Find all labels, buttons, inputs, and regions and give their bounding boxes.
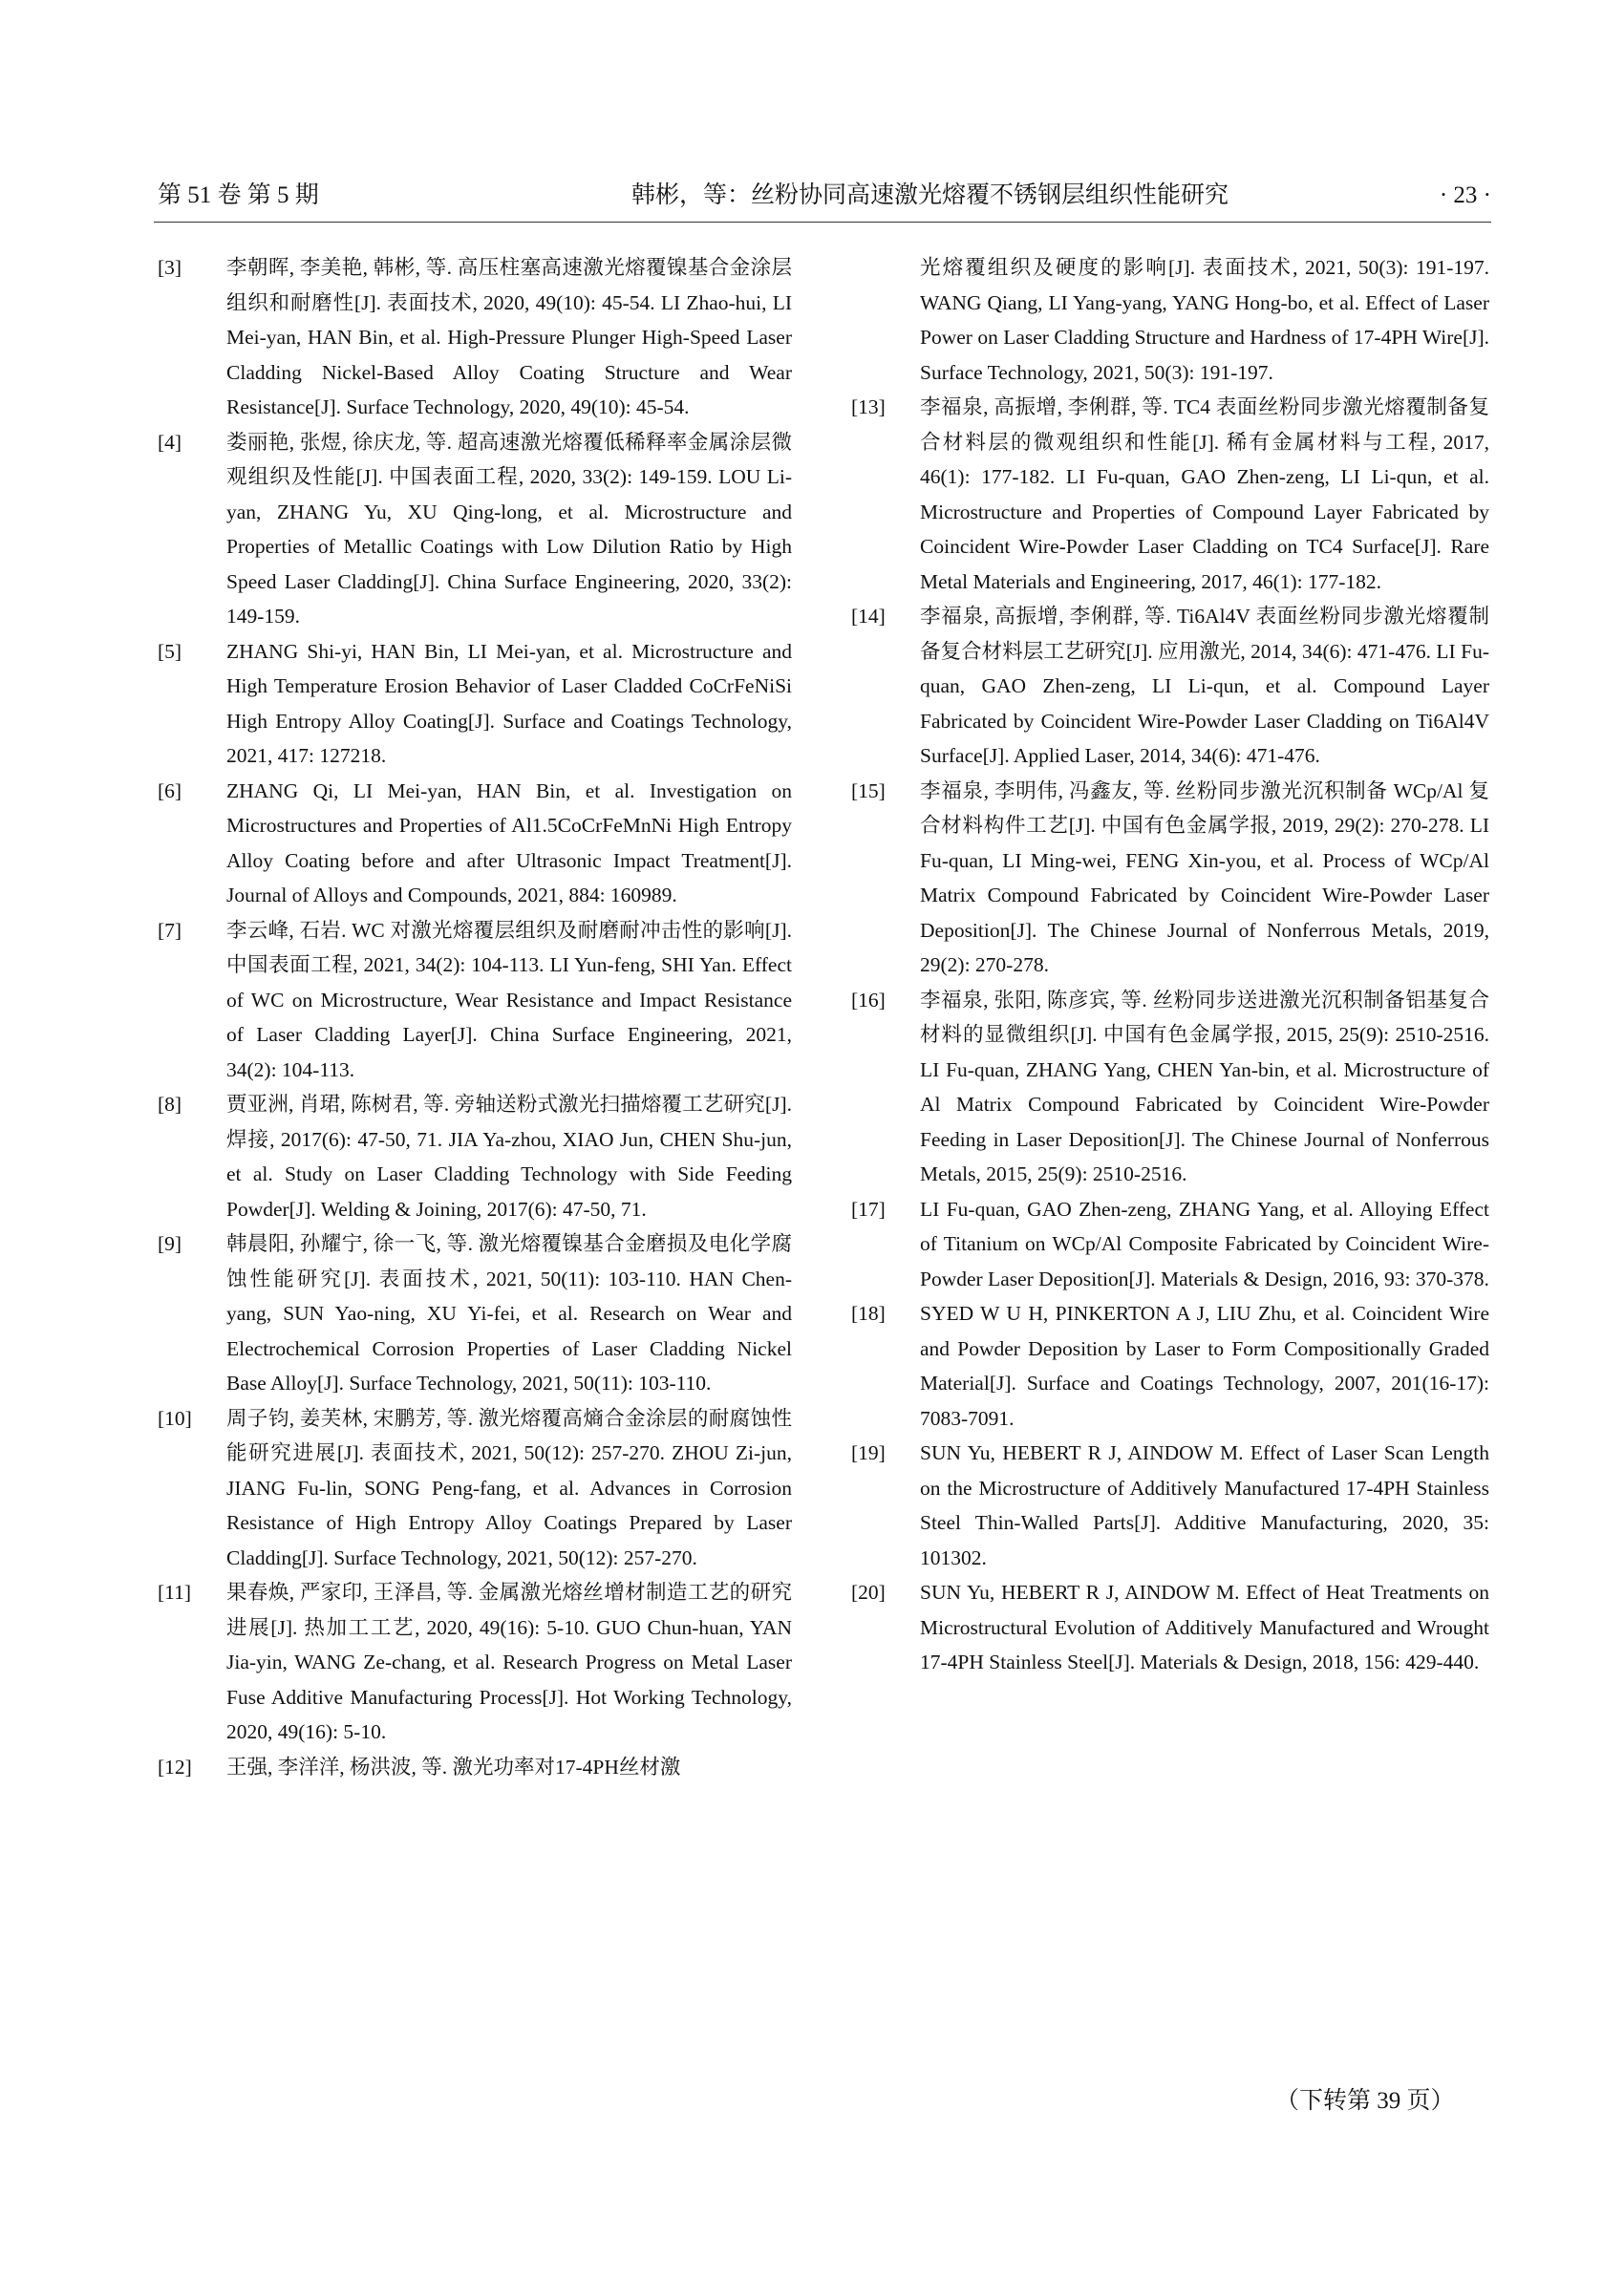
reference-item — [154, 425, 792, 634]
reference-number: [12] — [158, 1755, 192, 1779]
reference-text: 贾亚洲, 肖珺, 陈树君, 等. 旁轴送粉式激光扫描熔覆工艺研究[J]. 焊接, 2017(6): 47-50, 71. JIA Ya-zhou, XIAO Jun, CHEN Shu-jun, et al. Study on Laser Cladding Technology with Side Feeding Powder[J]. Welding & Joining, 2017(6): 47-50, 71. — [226, 1093, 792, 1221]
reference-number: [13] — [851, 395, 886, 418]
reference-number: [10] — [158, 1406, 192, 1430]
reference-text: 王强, 李洋洋, 杨洪波, 等. 激光功率对17-4PH丝材激 — [226, 1755, 681, 1779]
reference-number: [16] — [851, 988, 886, 1012]
reference-item — [847, 1436, 1489, 1575]
reference-item — [154, 1226, 792, 1401]
page-number: · 23 · — [1439, 182, 1491, 208]
reference-item — [847, 599, 1489, 774]
reference-item — [847, 390, 1489, 599]
reference-number: [7] — [158, 918, 182, 942]
reference-number: [3] — [158, 256, 182, 279]
reference-text: 李福泉, 张阳, 陈彦宾, 等. 丝粉同步送进激光沉积制备铝基复合材料的显微组织[J]. 中国有色金属学报, 2015, 25(9): 2510-2516. LI Fu-quan, ZHANG Yang, CHEN Yan-bin, et al. Microstructure of Al Matrix Compound Fabricated by Coincident Wire-Powder Feeding in Laser Deposition[J]. The Chinese Journal of Nonferrous Metals, 2015, 25(9): 2510-2516. — [920, 988, 1489, 1185]
reference-number: [18] — [851, 1302, 886, 1325]
reference-number: [9] — [158, 1232, 182, 1255]
left-column — [154, 250, 792, 1784]
reference-text: 李福泉, 高振增, 李俐群, 等. TC4 表面丝粉同步激光熔覆制备复合材料层的微观组织和性能[J]. 稀有金属材料与工程, 2017, 46(1): 177-182. LI Fu-quan, GAO Zhen-zeng, LI Li-qun, et al. Microstructure and Properties of Compound Layer Fabricated by Coincident Wire-Powder Laser Cladding on TC4 Surface[J]. Rare Metal Materials and Engineering, 2017, 46(1): 177-182. — [920, 395, 1489, 593]
reference-item — [847, 1192, 1489, 1297]
running-title: 韩彬，等：丝粉协同高速激光熔覆不锈钢层组织性能研究 — [631, 182, 1229, 208]
reference-item — [154, 250, 792, 425]
right-column — [847, 250, 1489, 1680]
reference-number: [5] — [158, 639, 182, 663]
reference-item — [154, 1575, 792, 1750]
reference-text: 韩晨阳, 孙耀宁, 徐一飞, 等. 激光熔覆镍基合金磨损及电化学腐蚀性能研究[J]. 表面技术, 2021, 50(11): 103-110. HAN Chen-yang, SUN Yao-ning, XU Yi-fei, et al. Research on Wear and Electrochemical Corrosion Properties of Laser Cladding Nickel Base Alloy[J]. Surface Technology, 2021, 50(11): 103-110. — [226, 1232, 792, 1395]
reference-number: [17] — [851, 1197, 886, 1221]
reference-number: [14] — [851, 605, 886, 628]
reference-text: 周子钧, 姜芙林, 宋鹏芳, 等. 激光熔覆高熵合金涂层的耐腐蚀性能研究进展[J]. 表面技术, 2021, 50(12): 257-270. ZHOU Zi-jun, JIANG Fu-lin, SONG Peng-fang, et al. Advances in Corrosion Resistance of High Entropy Alloy Coatings Prepared by Laser Cladding[J]. Surface Technology, 2021, 50(12): 257-270. — [226, 1406, 792, 1569]
reference-text: 李朝晖, 李美艳, 韩彬, 等. 高压柱塞高速激光熔覆镍基合金涂层组织和耐磨性[J]. 表面技术, 2020, 49(10): 45-54. LI Zhao-hui, LI Mei-yan, HAN Bin, et al. High-Pressure Plunger High-Speed Laser Cladding Nickel-Based Alloy Coating Structure and Wear Resistance[J]. Surface Technology, 2020, 49(10): 45-54. — [226, 256, 792, 418]
reference-text: ZHANG Qi, LI Mei-yan, HAN Bin, et al. Investigation on Microstructures and Properties of Al1.5CoCrFeMnNi High Entropy Alloy Coating before and after Ultrasonic Impact Treatment[J]. Journal of Alloys and Compounds, 2021, 884: 160989. — [226, 778, 792, 906]
reference-item — [847, 774, 1489, 983]
reference-item — [847, 1575, 1489, 1680]
reference-text: SYED W U H, PINKERTON A J, LIU Zhu, et al. Coincident Wire and Powder Deposition by Laser to Form Compositionally Graded Material[J]. Surface and Coatings Technology, 2007, 201(16-17): 7083-7091. — [920, 1302, 1489, 1430]
reference-text: SUN Yu, HEBERT R J, AINDOW M. Effect of Heat Treatments on Microstructural Evolution of Additively Manufactured and Wrought 17-4PH Stainless Steel[J]. Materials & Design, 2018, 156: 429-440. — [920, 1581, 1489, 1673]
reference-number: [4] — [158, 430, 182, 454]
reference-text: 果春焕, 严家印, 王泽昌, 等. 金属激光熔丝增材制造工艺的研究进展[J]. 热加工工艺, 2020, 49(16): 5-10. GUO Chun-huan, YAN Jia-yin, WANG Ze-chang, et al. Research Progress on Metal Laser Fuse Additive Manufacturing Process[J]. Hot Working Technology, 2020, 49(16): 5-10. — [226, 1581, 792, 1743]
reference-item — [154, 1401, 792, 1576]
reference-text: LI Fu-quan, GAO Zhen-zeng, ZHANG Yang, et al. Alloying Effect of Titanium on WCp/Al Composite Fabricated by Coincident Wire-Powder Laser Deposition[J]. Materials & Design, 2016, 93: 370-378. — [920, 1197, 1489, 1290]
reference-text: 娄丽艳, 张煜, 徐庆龙, 等. 超高速激光熔覆低稀释率金属涂层微观组织及性能[J]. 中国表面工程, 2020, 33(2): 149-159. LOU Li-yan, ZHANG Yu, XU Qing-long, et al. Microstructure and Properties of Metallic Coatings with Low Dilution Ratio by High Speed Laser Cladding[J]. China Surface Engineering, 2020, 33(2): 149-159. — [226, 430, 792, 628]
reference-text: 李福泉, 李明伟, 冯鑫友, 等. 丝粉同步激光沉积制备 WCp/Al 复合材料构件工艺[J]. 中国有色金属学报, 2019, 29(2): 270-278. LI Fu-quan, LI Ming-wei, FENG Xin-you, et al. Process of WCp/Al Matrix Compound Fabricated by Coincident Wire-Powder Laser Deposition[J]. The Chinese Journal of Nonferrous Metals, 2019, 29(2): 270-278. — [920, 778, 1489, 976]
reference-item — [154, 774, 792, 913]
reference-number: [6] — [158, 778, 182, 802]
running-header — [154, 180, 1491, 223]
reference-item — [154, 913, 792, 1088]
volume-issue: 第 51 卷 第 5 期 — [158, 182, 319, 208]
reference-item — [847, 983, 1489, 1192]
reference-text: SUN Yu, HEBERT R J, AINDOW M. Effect of Laser Scan Length on the Microstructure of Additively Manufactured 17-4PH Stainless Steel Thin-Walled Parts[J]. Additive Manufacturing, 2020, 35: 101302. — [920, 1441, 1489, 1569]
reference-item — [154, 1087, 792, 1226]
reference-number: [15] — [851, 778, 886, 802]
reference-text: ZHANG Shi-yi, HAN Bin, LI Mei-yan, et al. Microstructure and High Temperature Erosion Behavior of Laser Cladded CoCrFeNiSi High Entropy Alloy Coating[J]. Surface and Coatings Technology, 2021, 417: 127218. — [226, 639, 792, 767]
reference-text: 李福泉, 高振增, 李俐群, 等. Ti6Al4V 表面丝粉同步激光熔覆制备复合材料层工艺研究[J]. 应用激光, 2014, 34(6): 471-476. LI Fu-quan, GAO Zhen-zeng, LI Li-qun, et al. Compound Layer Fabricated by Coincident Wire-Powder Laser Cladding on Ti6Al4V Surface[J]. Applied Laser, 2014, 34(6): 471-476. — [920, 605, 1489, 767]
reference-item — [154, 1750, 792, 1785]
reference-text: 李云峰, 石岩. WC 对激光熔覆层组织及耐磨耐冲击性的影响[J]. 中国表面工程, 2021, 34(2): 104-113. LI Yun-feng, SHI Yan. Effect of WC on Microstructure, Wear Resistance and Impact Resistance of Laser Cladding Layer[J]. China Surface Engineering, 2021, 34(2): 104-113. — [226, 918, 792, 1081]
reference-item — [847, 1296, 1489, 1436]
reference-item — [154, 634, 792, 774]
reference-continuation: 光熔覆组织及硬度的影响[J]. 表面技术, 2021, 50(3): 191-197. WANG Qiang, LI Yang-yang, YANG Hong-bo, et al. Effect of Laser Power on Laser Cladding Structure and Hardness of 17-4PH Wire[J]. Surface Technology, 2021, 50(3): 191-197. — [920, 256, 1489, 384]
reference-number: [20] — [851, 1581, 886, 1604]
continued-on-page-note: （下转第 39 页） — [1275, 2088, 1455, 2114]
reference-number: [8] — [158, 1093, 182, 1116]
reference-number: [19] — [851, 1441, 886, 1464]
reference-number: [11] — [158, 1581, 192, 1604]
